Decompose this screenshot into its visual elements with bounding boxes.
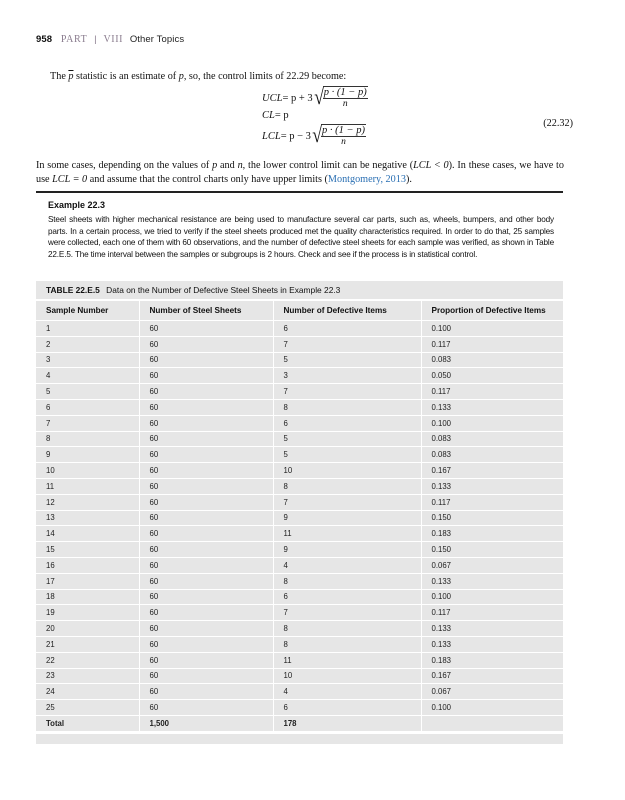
table-cell: 0.133	[421, 621, 563, 637]
table-cell: 0.117	[421, 336, 563, 352]
table-cell: 10	[273, 668, 421, 684]
para-text: and assume that the control charts only have upper limits (	[87, 173, 328, 185]
ucl-numerator: p · (1 − p)	[323, 87, 367, 98]
table-cell: 14	[36, 526, 139, 542]
table-cell: 6	[36, 399, 139, 415]
table-cell: 0.117	[421, 605, 563, 621]
lcl-lhs: LCL	[262, 130, 281, 142]
lcl-rhs: = p − 3	[280, 130, 311, 142]
table-row	[36, 478, 563, 494]
table-header-row	[36, 301, 563, 321]
table-total-row	[36, 715, 563, 732]
table-cell: 9	[273, 542, 421, 558]
table-row	[36, 399, 563, 415]
table-cell: 21	[36, 636, 139, 652]
table-cell: 0.133	[421, 399, 563, 415]
table-cell: 0.083	[421, 431, 563, 447]
part-number: VIII	[103, 34, 124, 45]
lcl-zero-expr: LCL = 0	[52, 173, 88, 185]
table-cell: 0.150	[421, 542, 563, 558]
table-cell: 19	[36, 605, 139, 621]
table-cell: 7	[36, 415, 139, 431]
lcl-negative-expr: LCL < 0	[413, 160, 449, 171]
ucl-lhs: UCL	[262, 92, 283, 104]
total-cell: 178	[273, 715, 421, 732]
column-header: Sample Number	[36, 301, 139, 321]
example-title: Example 22.3	[48, 200, 106, 210]
table-cell: 60	[139, 526, 273, 542]
table-cell: 0.100	[421, 321, 563, 337]
table-cell: 0.133	[421, 573, 563, 589]
table-cell: 3	[273, 368, 421, 384]
table-cell: 8	[273, 573, 421, 589]
table-row	[36, 415, 563, 431]
table-cell: 8	[273, 621, 421, 637]
table-cell: 4	[273, 557, 421, 573]
sqrt-symbol: √ $\frac{p \cdot (1 - p)}{n}$	[312, 122, 365, 147]
table-row	[36, 384, 563, 400]
table-cell: 11	[36, 478, 139, 494]
table-cell: 60	[139, 684, 273, 700]
table-row	[36, 589, 563, 605]
defective-sheets-table	[36, 301, 563, 734]
table-cell: 7	[273, 605, 421, 621]
table-cell: 24	[36, 684, 139, 700]
table-cell: 60	[139, 700, 273, 716]
table-row	[36, 684, 563, 700]
table-cell: 7	[273, 336, 421, 352]
running-head	[36, 34, 184, 45]
p-symbol: p	[178, 71, 184, 82]
pbar-symbol: $\overline{p}$	[68, 71, 74, 82]
table-row	[36, 321, 563, 337]
table-cell: 60	[139, 542, 273, 558]
table-cell: 60	[139, 478, 273, 494]
table-cell: 60	[139, 352, 273, 368]
table-row	[36, 652, 563, 668]
table-cell: 0.083	[421, 352, 563, 368]
table-cell: 4	[36, 368, 139, 384]
table-row	[36, 447, 563, 463]
column-header: Proportion of Defective Items	[421, 301, 563, 321]
table-cell: 60	[139, 368, 273, 384]
cl-lhs: CL	[262, 110, 275, 121]
table-row	[36, 557, 563, 573]
section-divider	[36, 191, 563, 193]
table-row	[36, 605, 563, 621]
table-cell: 22	[36, 652, 139, 668]
table-cell: 0.100	[421, 415, 563, 431]
table-cell: 5	[273, 352, 421, 368]
table-cell: 7	[273, 494, 421, 510]
table-row	[36, 542, 563, 558]
table-cell: 10	[36, 463, 139, 479]
separator: |	[94, 34, 97, 45]
table-cell: 60	[139, 494, 273, 510]
sqrt-symbol: √ $\frac{p \cdot (1 - p)}{n}$	[313, 84, 367, 109]
table-cell: 23	[36, 668, 139, 684]
para-text: , the lower control limit can be negative (	[242, 160, 414, 171]
table-row	[36, 368, 563, 384]
table-cell: 60	[139, 605, 273, 621]
table-footer-strip	[36, 734, 563, 744]
table-cell: 1	[36, 321, 139, 337]
table-cell: 60	[139, 557, 273, 573]
table-row	[36, 431, 563, 447]
table-cell: 0.133	[421, 636, 563, 652]
table-cell: 7	[273, 384, 421, 400]
para-text: ).	[405, 173, 412, 185]
table-row	[36, 573, 563, 589]
table-cell: 5	[273, 447, 421, 463]
para-text: In some cases, depending on the values of	[36, 160, 213, 171]
table-cell: 60	[139, 447, 273, 463]
p-symbol: p	[212, 160, 218, 171]
table-caption-text: Data on the Number of Defective Steel Sheets in Example 22.3	[106, 285, 341, 295]
table-cell: 60	[139, 589, 273, 605]
table-row	[36, 621, 563, 637]
table-cell: 0.117	[421, 494, 563, 510]
column-header: Number of Defective Items	[273, 301, 421, 321]
table-cell: 60	[139, 573, 273, 589]
lcl-denominator: n	[341, 137, 346, 147]
table-row	[36, 463, 563, 479]
table-cell: 9	[36, 447, 139, 463]
para-text: ). In these cases, we have to use	[36, 160, 564, 185]
table-cell: 60	[139, 399, 273, 415]
table-row	[36, 526, 563, 542]
table-cell: 18	[36, 589, 139, 605]
lcl-paragraph	[36, 159, 564, 186]
column-header: Number of Steel Sheets	[139, 301, 273, 321]
intro-text: statistic is an estimate of	[73, 71, 179, 82]
table-row	[36, 668, 563, 684]
table-cell: 5	[36, 384, 139, 400]
table-row	[36, 336, 563, 352]
table-cell: 0.150	[421, 510, 563, 526]
equation-number: (22.32)	[543, 118, 573, 129]
citation-link[interactable]: Montgomery, 2013	[327, 173, 406, 185]
table-cell: 60	[139, 621, 273, 637]
total-cell	[421, 715, 563, 732]
table-cell: 0.117	[421, 384, 563, 400]
table-row	[36, 352, 563, 368]
table-cell: 0.183	[421, 652, 563, 668]
part-label: PART	[60, 34, 88, 45]
cl-equation	[262, 110, 289, 121]
table-cell: 60	[139, 668, 273, 684]
table-cell: 25	[36, 700, 139, 716]
table-cell: 13	[36, 510, 139, 526]
table-cell: 6	[273, 321, 421, 337]
table-cell: 9	[273, 510, 421, 526]
table-cell: 60	[139, 384, 273, 400]
table-row	[36, 636, 563, 652]
table-cell: 0.100	[421, 589, 563, 605]
table-cell: 12	[36, 494, 139, 510]
table-cell: 6	[273, 415, 421, 431]
intro-text: , so, the control limits of 22.29 become:	[183, 71, 347, 82]
table-label: TABLE 22.E.5	[46, 285, 100, 295]
page-number: 958	[36, 34, 53, 45]
lcl-equation	[262, 124, 366, 148]
table-cell: 11	[273, 526, 421, 542]
table-row	[36, 510, 563, 526]
table-cell: 0.067	[421, 684, 563, 700]
table-cell: 0.183	[421, 526, 563, 542]
table-cell: 16	[36, 557, 139, 573]
table-cell: 6	[273, 589, 421, 605]
table-cell: 60	[139, 415, 273, 431]
table-cell: 20	[36, 621, 139, 637]
table-cell: 8	[273, 478, 421, 494]
table-cell: 0.100	[421, 700, 563, 716]
data-table	[36, 281, 563, 744]
table-cell: 6	[273, 700, 421, 716]
intro-text: The	[50, 71, 69, 82]
table-cell: 0.050	[421, 368, 563, 384]
table-caption	[36, 281, 563, 301]
example-body: Steel sheets with higher mechanical resistance are being used to manufacture several car parts, such as, wheels, bumpers, and other body parts. In a certain process, we tried to verify if the steel sheets produced met the quality characteristics required. In order to do that, 25 samples were collected, each one of them with 60 observations, and the number of defective steel sheets for each sample was verified, as shown in Table 22.E.5. The time interval between the samples or subgroups is 2 hours. Check and see if the process is in statistical control.	[48, 215, 554, 259]
table-cell: 15	[36, 542, 139, 558]
total-cell: Total	[36, 715, 139, 732]
table-cell: 60	[139, 321, 273, 337]
para-text: and	[217, 160, 238, 171]
table-row	[36, 700, 563, 716]
table-cell: 60	[139, 636, 273, 652]
table-cell: 8	[36, 431, 139, 447]
table-cell: 0.167	[421, 668, 563, 684]
table-cell: 60	[139, 336, 273, 352]
table-cell: 11	[273, 652, 421, 668]
table-cell: 8	[273, 636, 421, 652]
table-cell: 0.167	[421, 463, 563, 479]
table-cell: 60	[139, 652, 273, 668]
table-cell: 10	[273, 463, 421, 479]
table-cell: 17	[36, 573, 139, 589]
table-cell: 0.067	[421, 557, 563, 573]
table-cell: 60	[139, 510, 273, 526]
table-cell: 0.083	[421, 447, 563, 463]
table-cell: 2	[36, 336, 139, 352]
table-cell: 5	[273, 431, 421, 447]
section-title: Other Topics	[129, 34, 185, 45]
intro-sentence	[50, 71, 346, 82]
table-row	[36, 494, 563, 510]
table-cell: 60	[139, 463, 273, 479]
table-cell: 8	[273, 399, 421, 415]
table-cell: 4	[273, 684, 421, 700]
table-cell: 3	[36, 352, 139, 368]
n-symbol: n	[237, 160, 243, 171]
ucl-equation	[262, 86, 368, 110]
table-cell: 0.133	[421, 478, 563, 494]
table-cell: 60	[139, 431, 273, 447]
cl-rhs: = p	[274, 110, 289, 121]
ucl-rhs: = p + 3	[282, 92, 313, 104]
total-cell: 1,500	[139, 715, 273, 732]
lcl-numerator: p · (1 − p)	[321, 125, 365, 136]
ucl-denominator: n	[342, 99, 348, 109]
